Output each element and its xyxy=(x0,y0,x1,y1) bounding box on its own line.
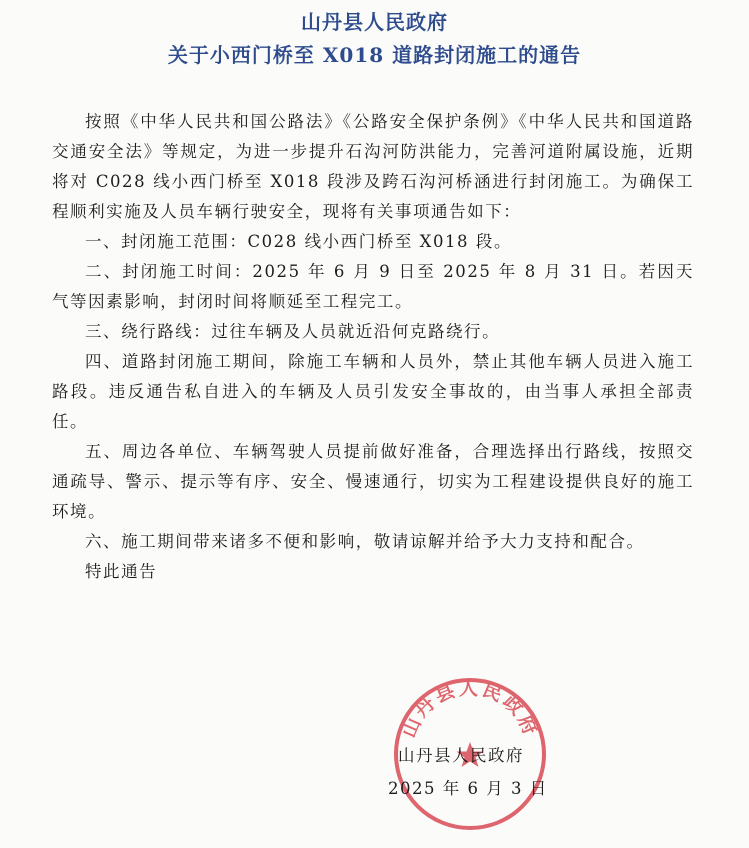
item-detour: 三、绕行路线：过往车辆及人员就近沿何克路绕行。 xyxy=(85,322,501,341)
svg-text:山丹县人民政府: 山丹县人民政府 xyxy=(397,677,543,741)
item-scope: 一、封闭施工范围：C028 线小西门桥至 X018 段。 xyxy=(85,232,512,251)
item-prohibition: 四、道路封闭施工期间，除施工车辆和人员外，禁止其他车辆人员进入施工路段。违反通告私自进入的车辆及人员引发安全事故的，由当事人承担全部责任。 xyxy=(52,352,694,431)
intro-paragraph: 按照《中华人民共和国公路法》《公路安全保护条例》《中华人民共和国道路交通安全法》等规定，为进一步提升石沟河防洪能力，完善河道附属设施，近期将对 C028 线小西门桥至 X018 段涉及跨石沟河桥涵进行封闭施工。为确保工程顺利实施及人员车辆行驶安全，现将有关事项通告如下： xyxy=(52,112,694,221)
item-time: 二、封闭施工时间：2025 年 6 月 9 日至 2025 年 8 月 31 日。若因天气等因素影响，封闭时间将顺延至工程完工。 xyxy=(52,262,694,311)
signature-date: 2025 年 6 月 3 日 xyxy=(388,779,548,798)
signature-organization: 山丹县人民政府 xyxy=(398,746,524,765)
issuer-title: 山丹县人民政府 xyxy=(301,10,448,34)
closing-line: 特此通告 xyxy=(85,562,158,581)
item-preparation: 五、周边各单位、车辆驾驶人员提前做好准备，合理选择出行路线，按照交通疏导、警示、提示等有序、安全、慢速通行，切实为工程建设提供良好的施工环境。 xyxy=(52,442,694,521)
notice-title: 关于小西门桥至 X018 道路封闭施工的通告 xyxy=(167,43,582,67)
item-apology: 六、施工期间带来诸多不便和影响，敬请谅解并给予大力支持和配合。 xyxy=(85,532,645,551)
notice-body xyxy=(52,107,694,587)
